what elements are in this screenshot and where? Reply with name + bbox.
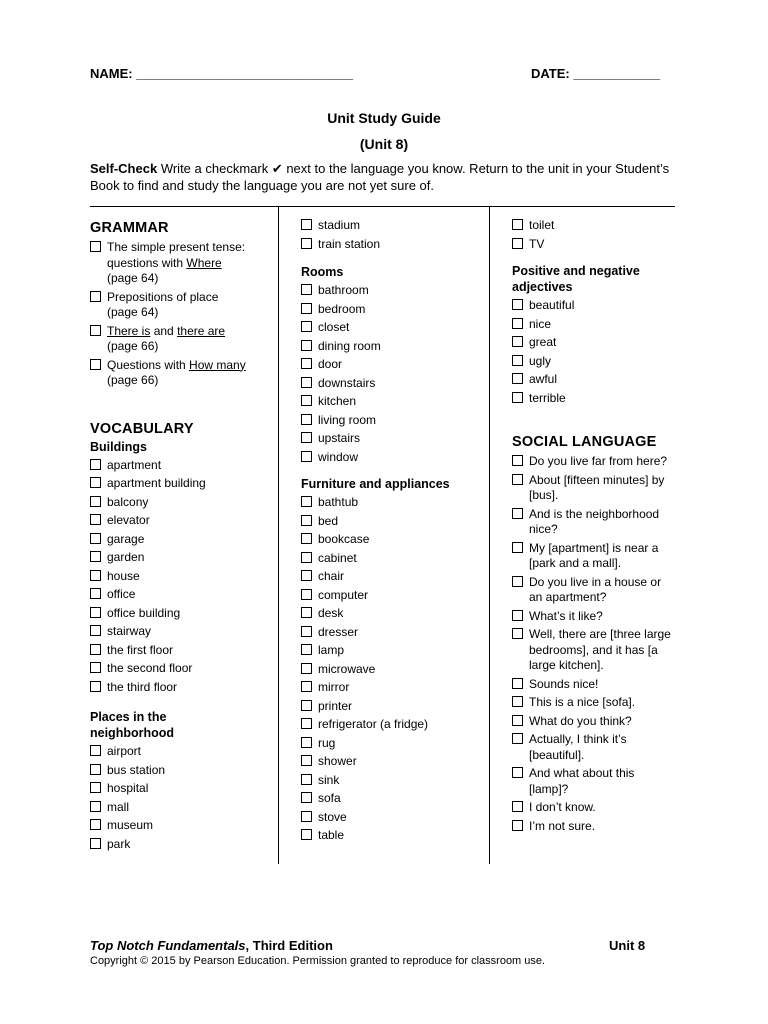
furniture-heading: Furniture and appliances bbox=[301, 477, 450, 491]
item-label: sofa bbox=[318, 791, 341, 805]
list-item bbox=[301, 828, 481, 844]
list-item bbox=[90, 240, 275, 287]
page-title: Unit Study Guide bbox=[327, 110, 441, 126]
checkbox[interactable] bbox=[301, 811, 312, 822]
item-label: hospital bbox=[107, 781, 149, 795]
checkbox[interactable] bbox=[301, 792, 312, 803]
checkbox[interactable] bbox=[512, 238, 523, 249]
list-item bbox=[301, 625, 481, 641]
places-heading: Places in the neighborhood bbox=[90, 710, 175, 740]
item-label: balcony bbox=[107, 494, 149, 509]
list-item bbox=[90, 532, 275, 548]
item-label: bookcase bbox=[318, 532, 370, 546]
checkbox[interactable] bbox=[512, 576, 523, 587]
checkbox[interactable] bbox=[90, 764, 101, 775]
item-label: And what about this [lamp]? bbox=[529, 766, 635, 796]
grammar-item: There is and there are (page 66) bbox=[107, 323, 226, 353]
list-item bbox=[512, 677, 677, 693]
checkbox[interactable] bbox=[90, 325, 101, 336]
list-item bbox=[301, 450, 481, 466]
list-item bbox=[90, 744, 275, 760]
item-label: closet bbox=[318, 320, 350, 334]
checkbox[interactable] bbox=[512, 299, 523, 310]
list-item bbox=[512, 218, 677, 234]
list-item bbox=[90, 606, 275, 622]
list-item bbox=[90, 781, 275, 797]
checkbox[interactable] bbox=[512, 715, 523, 726]
list-item bbox=[512, 627, 677, 674]
list-item bbox=[301, 791, 481, 807]
column-1 bbox=[90, 218, 275, 855]
list-item bbox=[512, 819, 677, 835]
checkbox[interactable] bbox=[512, 628, 523, 639]
checkbox[interactable] bbox=[301, 755, 312, 766]
checkbox[interactable] bbox=[90, 588, 101, 599]
item-label: refrigerator (a fridge) bbox=[318, 717, 429, 731]
list-item bbox=[301, 606, 481, 622]
item-label: And is the neighborhood nice? bbox=[529, 506, 660, 536]
checkbox[interactable] bbox=[301, 451, 312, 462]
checkbox[interactable] bbox=[90, 745, 101, 756]
list-item bbox=[512, 317, 677, 333]
rooms-heading: Rooms bbox=[301, 265, 344, 279]
checkbox[interactable] bbox=[90, 801, 101, 812]
vocabulary-heading: VOCABULARY bbox=[90, 420, 194, 437]
list-item bbox=[301, 302, 481, 318]
checkbox[interactable] bbox=[301, 700, 312, 711]
name-field-label: NAME: ______________________________ bbox=[90, 66, 354, 81]
list-item bbox=[90, 837, 275, 853]
item-label: kitchen bbox=[318, 394, 357, 408]
item-label: computer bbox=[318, 587, 369, 602]
item-label: shower bbox=[318, 754, 357, 768]
list-item bbox=[301, 662, 481, 678]
list-item bbox=[301, 588, 481, 604]
list-item bbox=[512, 335, 677, 351]
item-label: stairway bbox=[107, 624, 152, 638]
checkbox[interactable] bbox=[301, 321, 312, 332]
checkbox[interactable] bbox=[301, 589, 312, 600]
item-label: Do you live far from here? bbox=[529, 454, 668, 468]
checkbox[interactable] bbox=[512, 733, 523, 744]
checkbox[interactable] bbox=[301, 681, 312, 692]
checkbox[interactable] bbox=[301, 552, 312, 563]
item-label: sink bbox=[318, 772, 340, 787]
checkbox[interactable] bbox=[301, 414, 312, 425]
list-item bbox=[90, 624, 275, 640]
checkbox[interactable] bbox=[90, 459, 101, 470]
item-label: My [apartment] is near a [park and a mall]. bbox=[529, 540, 659, 570]
column-divider bbox=[489, 206, 490, 864]
footer-book-title: Top Notch Fundamentals, Third Edition bbox=[90, 938, 333, 953]
item-label: Well, there are [three large bedrooms], and it has [a large kitchen]. bbox=[529, 627, 671, 672]
item-label: stadium bbox=[318, 218, 361, 232]
list-item bbox=[512, 507, 677, 538]
social-language-heading: SOCIAL LANGUAGE bbox=[512, 434, 657, 450]
checkbox[interactable] bbox=[90, 644, 101, 655]
item-label: the second floor bbox=[107, 661, 193, 675]
checkbox[interactable] bbox=[90, 662, 101, 673]
item-label: mirror bbox=[318, 680, 350, 694]
column-divider bbox=[278, 206, 279, 864]
checkbox[interactable] bbox=[90, 782, 101, 793]
grammar-item: Questions with How many (page 66) bbox=[107, 357, 246, 387]
list-item bbox=[90, 661, 275, 677]
checkbox[interactable] bbox=[512, 474, 523, 485]
item-label: TV bbox=[529, 236, 545, 251]
grammar-heading: GRAMMAR bbox=[90, 220, 169, 236]
checkbox[interactable] bbox=[301, 515, 312, 526]
adjectives-heading: Positive and negative adjectives bbox=[512, 264, 640, 294]
list-item bbox=[301, 773, 481, 789]
item-label: cabinet bbox=[318, 550, 357, 565]
self-check-instructions bbox=[90, 160, 675, 194]
list-item bbox=[90, 550, 275, 566]
checkbox[interactable] bbox=[301, 570, 312, 581]
list-item bbox=[90, 643, 275, 659]
checkbox[interactable] bbox=[90, 291, 101, 302]
item-label: elevator bbox=[107, 513, 150, 527]
item-label: bathtub bbox=[318, 495, 359, 509]
list-item bbox=[301, 569, 481, 585]
checkbox[interactable] bbox=[512, 767, 523, 778]
item-label: great bbox=[529, 335, 557, 349]
item-label: window bbox=[318, 449, 359, 464]
list-item bbox=[301, 680, 481, 696]
self-check-label: Self-Check bbox=[90, 161, 158, 176]
item-label: apartment building bbox=[107, 476, 206, 490]
list-item bbox=[90, 680, 275, 696]
item-label: rug bbox=[318, 735, 336, 750]
checkbox[interactable] bbox=[512, 355, 523, 366]
list-item bbox=[301, 376, 481, 392]
date-field-label: DATE: ____________ bbox=[531, 66, 661, 81]
item-label: apartment bbox=[107, 457, 162, 472]
item-label: airport bbox=[107, 744, 142, 758]
list-item bbox=[90, 763, 275, 779]
item-label: I don’t know. bbox=[529, 800, 596, 814]
item-label: bed bbox=[318, 513, 339, 528]
item-label: mall bbox=[107, 799, 130, 814]
item-label: This is a nice [sofa]. bbox=[529, 695, 636, 709]
list-item bbox=[512, 609, 677, 625]
checkbox[interactable] bbox=[90, 496, 101, 507]
checkbox[interactable] bbox=[90, 477, 101, 488]
item-label: downstairs bbox=[318, 375, 376, 390]
list-item bbox=[512, 766, 677, 797]
item-label: What do you think? bbox=[529, 713, 632, 728]
checkbox[interactable] bbox=[90, 838, 101, 849]
buildings-heading: Buildings bbox=[90, 439, 147, 454]
checkbox[interactable] bbox=[301, 607, 312, 618]
list-item bbox=[512, 354, 677, 370]
list-item bbox=[90, 324, 275, 355]
checkbox[interactable] bbox=[90, 533, 101, 544]
list-item bbox=[301, 413, 481, 429]
column-2 bbox=[301, 218, 481, 847]
item-label: About [fifteen minutes] by [bus]. bbox=[529, 472, 665, 502]
item-label: bus station bbox=[107, 762, 166, 777]
list-item bbox=[90, 290, 275, 321]
checkbox[interactable] bbox=[301, 774, 312, 785]
item-label: dresser bbox=[318, 624, 359, 639]
list-item bbox=[301, 514, 481, 530]
list-item bbox=[301, 643, 481, 659]
item-label: the first floor bbox=[107, 642, 174, 657]
grammar-item: The simple present tense: questions with Where (page 64) bbox=[107, 240, 246, 285]
checkbox[interactable] bbox=[90, 570, 101, 581]
list-item bbox=[301, 736, 481, 752]
item-label: awful bbox=[529, 372, 558, 386]
checkbox[interactable] bbox=[301, 219, 312, 230]
checkbox[interactable] bbox=[301, 395, 312, 406]
list-item bbox=[301, 495, 481, 511]
list-item bbox=[301, 551, 481, 567]
list-item bbox=[301, 218, 481, 234]
checkbox[interactable] bbox=[512, 219, 523, 230]
list-item bbox=[301, 717, 481, 733]
checkbox[interactable] bbox=[301, 377, 312, 388]
checkbox[interactable] bbox=[301, 340, 312, 351]
item-label: the third floor bbox=[107, 679, 178, 694]
list-item bbox=[512, 372, 677, 388]
item-label: upstairs bbox=[318, 431, 361, 445]
furniture-list bbox=[301, 495, 481, 844]
list-item bbox=[301, 810, 481, 826]
item-label: office bbox=[107, 587, 136, 601]
list-item bbox=[90, 587, 275, 603]
checkbox[interactable] bbox=[301, 284, 312, 295]
item-label: table bbox=[318, 828, 345, 842]
item-label: Actually, I think it’s [beautiful]. bbox=[529, 732, 627, 762]
checkbox[interactable] bbox=[301, 238, 312, 249]
list-item bbox=[512, 800, 677, 816]
checkbox[interactable] bbox=[512, 455, 523, 466]
list-item bbox=[90, 358, 275, 389]
checkbox[interactable] bbox=[512, 542, 523, 553]
item-label: door bbox=[318, 357, 343, 371]
item-label: terrible bbox=[529, 390, 566, 405]
checkbox[interactable] bbox=[301, 496, 312, 507]
list-item bbox=[512, 714, 677, 730]
divider-line bbox=[90, 206, 675, 207]
checkbox[interactable] bbox=[512, 801, 523, 812]
page-subtitle: (Unit 8) bbox=[359, 136, 409, 152]
item-label: park bbox=[107, 836, 131, 851]
checkbox[interactable] bbox=[301, 737, 312, 748]
copyright: Copyright © 2015 by Pearson Education. Permission granted to reproduce for classroom use. bbox=[90, 955, 546, 967]
checkbox[interactable] bbox=[301, 718, 312, 729]
item-label: museum bbox=[107, 818, 154, 832]
item-label: bedroom bbox=[318, 301, 366, 316]
item-label: nice bbox=[529, 316, 552, 331]
list-item bbox=[301, 283, 481, 299]
checkbox[interactable] bbox=[90, 514, 101, 525]
checkbox[interactable] bbox=[512, 392, 523, 403]
self-check-text: Write a checkmark ✔ next to the language you know. Return to the unit in your Student’s Book to find and study the language you are not yet sure of. bbox=[90, 161, 670, 193]
list-item bbox=[301, 532, 481, 548]
checkbox[interactable] bbox=[512, 373, 523, 384]
item-label: microwave bbox=[318, 661, 376, 676]
checkbox[interactable] bbox=[512, 508, 523, 519]
item-label: office building bbox=[107, 605, 181, 620]
column-3 bbox=[512, 218, 677, 837]
list-item bbox=[512, 391, 677, 407]
item-label: toilet bbox=[529, 218, 555, 232]
list-item bbox=[90, 458, 275, 474]
checkbox[interactable] bbox=[301, 533, 312, 544]
list-item bbox=[512, 454, 677, 470]
item-label: ugly bbox=[529, 353, 552, 368]
checkbox[interactable] bbox=[512, 678, 523, 689]
item-label: train station bbox=[318, 236, 381, 251]
checkbox[interactable] bbox=[301, 644, 312, 655]
places-list-continued bbox=[301, 218, 481, 252]
checkbox[interactable] bbox=[90, 681, 101, 692]
list-item bbox=[90, 569, 275, 585]
item-label: desk bbox=[318, 606, 344, 620]
checkbox[interactable] bbox=[90, 625, 101, 636]
checkbox[interactable] bbox=[512, 318, 523, 329]
list-item bbox=[301, 699, 481, 715]
checkbox[interactable] bbox=[90, 241, 101, 252]
item-label: living room bbox=[318, 412, 377, 427]
checkbox[interactable] bbox=[301, 303, 312, 314]
item-label: dining room bbox=[318, 338, 381, 353]
list-item bbox=[301, 394, 481, 410]
list-item bbox=[512, 695, 677, 711]
furniture-list-continued bbox=[512, 218, 677, 252]
item-label: garden bbox=[107, 550, 145, 564]
item-label: bathroom bbox=[318, 283, 369, 297]
social-language-list bbox=[512, 454, 677, 834]
checkbox[interactable] bbox=[512, 820, 523, 831]
item-label: lamp bbox=[318, 643, 345, 657]
buildings-list bbox=[90, 458, 275, 696]
item-label: stove bbox=[318, 809, 347, 824]
list-item bbox=[90, 818, 275, 834]
list-item bbox=[90, 476, 275, 492]
item-label: beautiful bbox=[529, 298, 575, 312]
list-item bbox=[90, 495, 275, 511]
list-item bbox=[512, 732, 677, 763]
item-label: printer bbox=[318, 698, 353, 713]
adjectives-list bbox=[512, 298, 677, 406]
checkbox[interactable] bbox=[301, 358, 312, 369]
checkbox[interactable] bbox=[512, 336, 523, 347]
checkbox[interactable] bbox=[90, 359, 101, 370]
checkbox[interactable] bbox=[90, 819, 101, 830]
list-item bbox=[90, 513, 275, 529]
grammar-item: Prepositions of place (page 64) bbox=[107, 289, 219, 319]
checkbox[interactable] bbox=[512, 696, 523, 707]
list-item bbox=[512, 473, 677, 504]
list-item bbox=[301, 754, 481, 770]
item-label: chair bbox=[318, 569, 345, 583]
checkbox[interactable] bbox=[90, 551, 101, 562]
item-label: I’m not sure. bbox=[529, 818, 596, 833]
list-item bbox=[512, 298, 677, 314]
list-item bbox=[301, 320, 481, 336]
rooms-list bbox=[301, 283, 481, 465]
list-item bbox=[512, 541, 677, 572]
footer-unit: Unit 8 bbox=[609, 938, 646, 953]
list-item bbox=[512, 237, 677, 253]
item-label: garage bbox=[107, 531, 145, 546]
places-list bbox=[90, 744, 275, 852]
checkbox[interactable] bbox=[90, 607, 101, 618]
list-item bbox=[512, 575, 677, 606]
list-item bbox=[301, 237, 481, 253]
item-label: Sounds nice! bbox=[529, 676, 599, 691]
item-label: house bbox=[107, 568, 140, 583]
item-label: Do you live in a house or an apartment? bbox=[529, 574, 662, 604]
checkbox[interactable] bbox=[301, 663, 312, 674]
list-item bbox=[90, 800, 275, 816]
checkbox[interactable] bbox=[301, 829, 312, 840]
list-item bbox=[301, 431, 481, 447]
checkbox[interactable] bbox=[301, 626, 312, 637]
checkbox[interactable] bbox=[301, 432, 312, 443]
checkbox[interactable] bbox=[512, 610, 523, 621]
list-item bbox=[301, 357, 481, 373]
item-label: What’s it like? bbox=[529, 608, 603, 623]
list-item bbox=[301, 339, 481, 355]
